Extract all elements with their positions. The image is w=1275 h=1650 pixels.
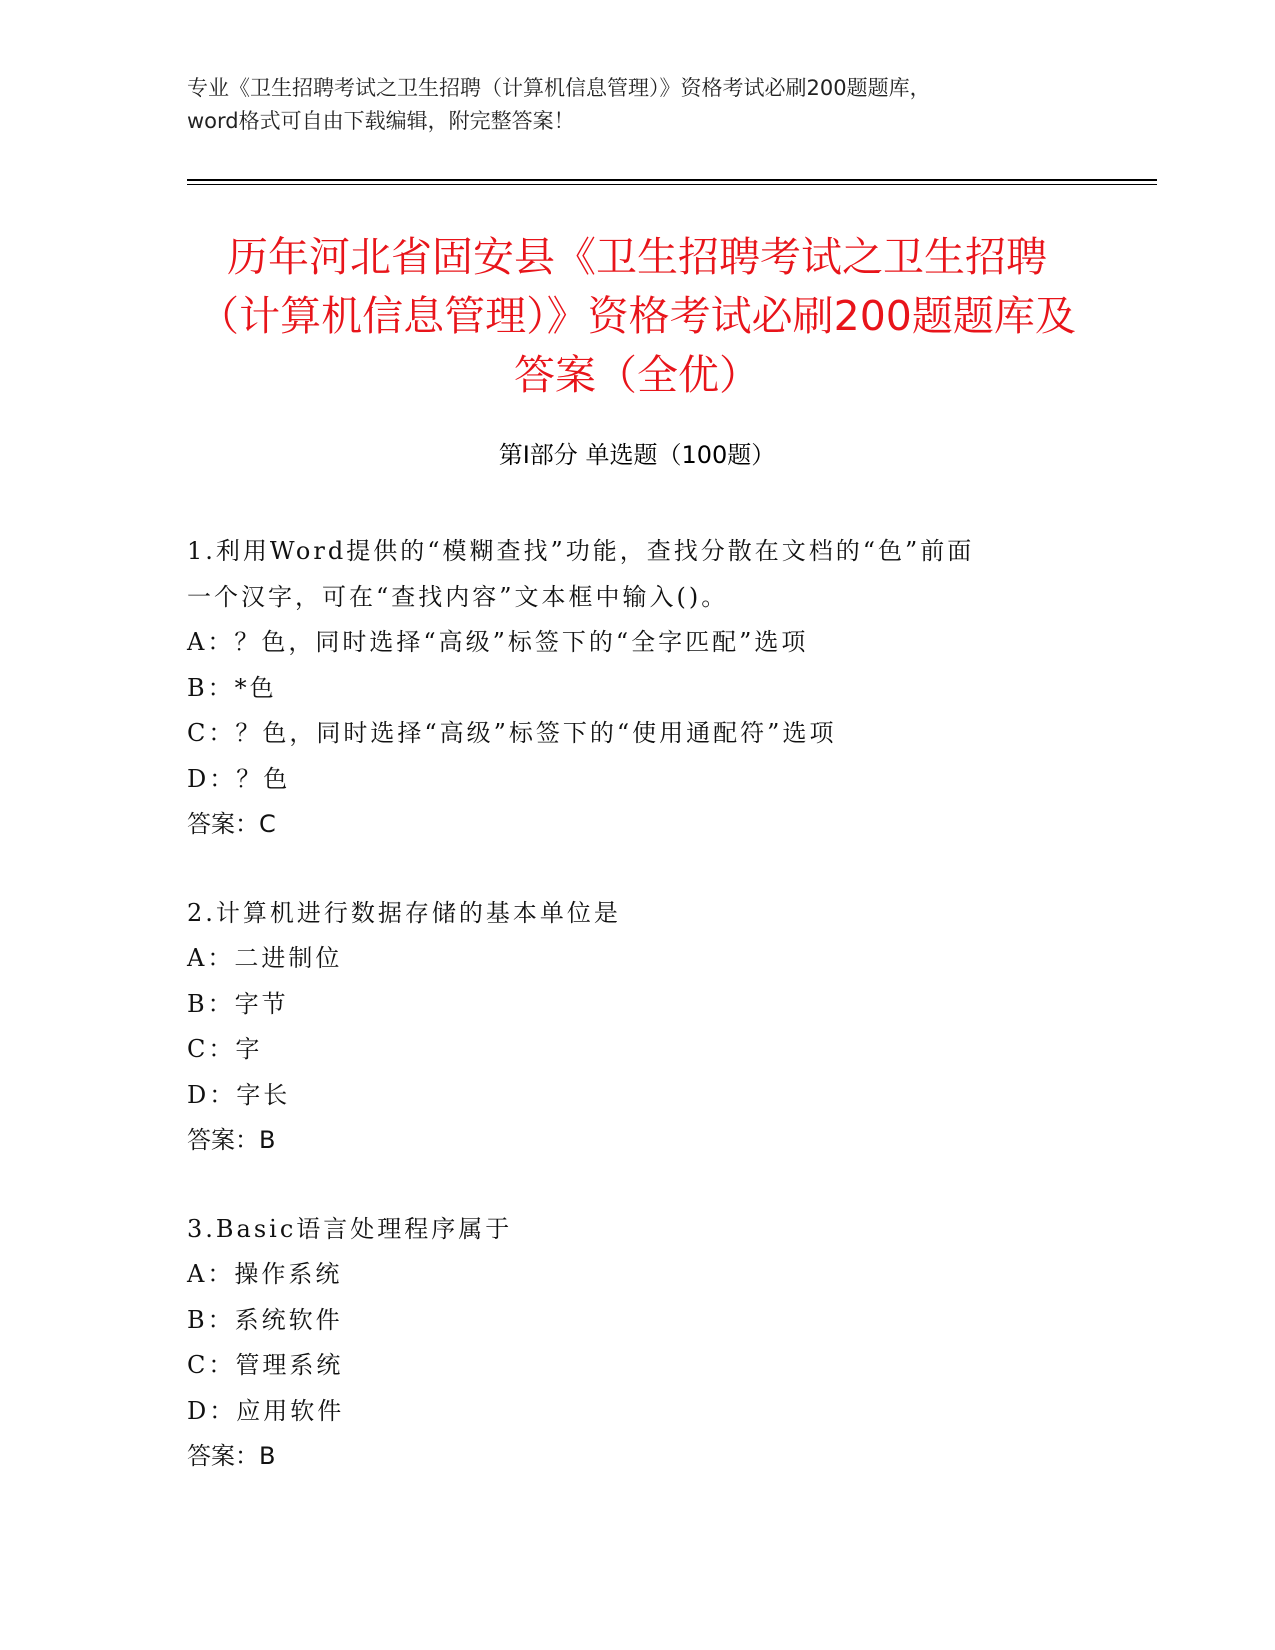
question-stem-continued: 一个汉字，可在“查找内容”文本框中输入()。 <box>187 582 729 611</box>
option-c: C：？色，同时选择“高级”标签下的“使用通配符”选项 <box>187 719 837 747</box>
option-b: B：字节 <box>187 989 289 1018</box>
answer: 答案：B <box>187 1442 276 1470</box>
intro-text <box>187 72 1087 138</box>
document-title: 历年河北省固安县《卫生招聘考试之卫生招聘（计算机信息管理）》资格考试必刷200题题库及答案（全优） <box>198 233 1076 399</box>
option-d: D：应用软件 <box>187 1396 345 1425</box>
question-stem: 1.利用Word提供的“模糊查找”功能，查找分散在文档的“色”前面 <box>187 537 975 565</box>
option-d: D：字长 <box>187 1080 291 1109</box>
answer: 答案：C <box>187 810 276 838</box>
question-3 <box>187 1207 1107 1480</box>
option-b: B：系统软件 <box>187 1305 343 1334</box>
option-a: A：操作系统 <box>187 1260 343 1288</box>
option-a: A：二进制位 <box>187 944 343 972</box>
option-c: C：管理系统 <box>187 1351 344 1379</box>
section-heading: 第Ⅰ部分 单选题（100题） <box>498 441 776 469</box>
question-2 <box>187 891 1107 1164</box>
option-c: C：字 <box>187 1035 263 1063</box>
header-rule-thin <box>187 184 1157 185</box>
answer: 答案：B <box>187 1126 276 1154</box>
intro-line-2: word格式可自由下载编辑，附完整答案！ <box>187 109 575 133</box>
intro-line-1: 专业《卫生招聘考试之卫生招聘（计算机信息管理）》资格考试必刷200题题库， <box>187 76 931 100</box>
question-1 <box>187 529 1107 848</box>
option-d: D：？色 <box>187 764 291 793</box>
question-stem: 3.Basic语言处理程序属于 <box>187 1214 513 1243</box>
question-list <box>187 529 1107 1523</box>
option-b: B：*色 <box>187 673 277 702</box>
question-stem: 2.计算机进行数据存储的基本单位是 <box>187 898 621 927</box>
option-a: A：？色，同时选择“高级”标签下的“全字匹配”选项 <box>187 628 809 656</box>
header-rule-thick <box>187 179 1157 181</box>
